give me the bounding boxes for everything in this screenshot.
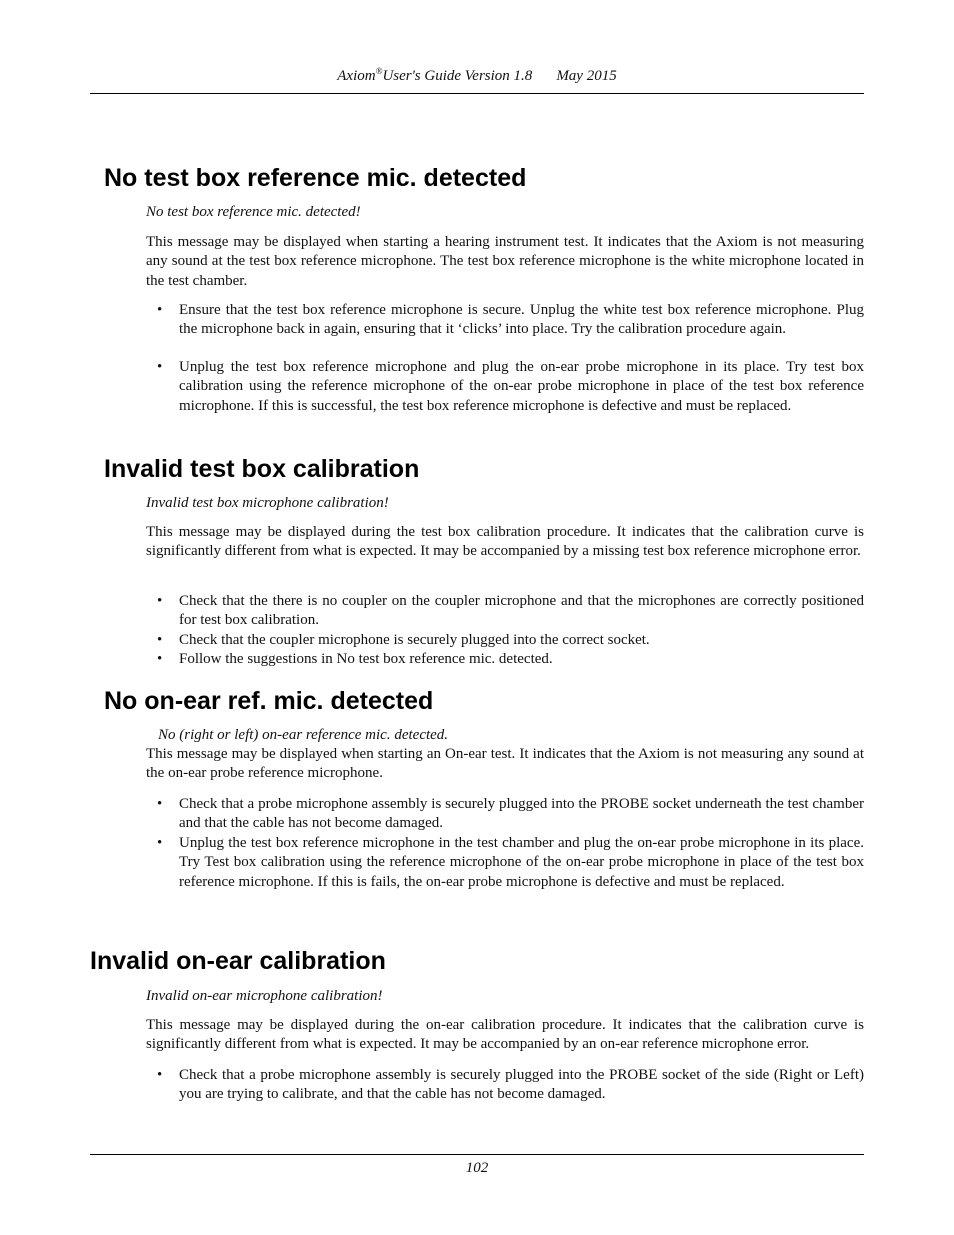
section-paragraph: This message may be displayed during the on-ear calibration procedure. It indicates that the calibration curve is significantly different from what is expected. It may be accompanied by an on-ear reference microphone error. — [146, 1017, 864, 1053]
bullet-list — [146, 795, 864, 892]
list-item-text: Check that the coupler microphone is securely plugged into the correct socket. — [179, 631, 650, 648]
list-item — [146, 650, 864, 669]
error-message-text: Invalid test box microphone calibration! — [146, 495, 389, 511]
list-item — [146, 358, 864, 416]
bullet-glyph: • — [157, 796, 163, 812]
bullet-glyph: • — [157, 593, 163, 609]
bullet-glyph: • — [157, 359, 163, 375]
registered-mark: ® — [375, 66, 383, 76]
list-item — [146, 834, 864, 892]
bullet-list — [146, 358, 864, 416]
bullet-glyph: • — [157, 834, 163, 851]
list-item — [146, 301, 864, 340]
bullet-list — [146, 592, 864, 670]
error-message-text: Invalid on-ear microphone calibration! — [146, 988, 383, 1004]
list-item — [146, 592, 864, 631]
list-item-text: Check that a probe microphone assembly is securely plugged into the PROBE socket of the side (Right or Left) you are trying to calibrate, and that the cable has not become damaged. — [179, 1067, 864, 1103]
page-number: 102 — [465, 1160, 489, 1176]
header-date: May 2015 — [556, 68, 617, 84]
bullet-glyph: • — [157, 302, 163, 318]
bullet-glyph: • — [157, 651, 163, 668]
section-heading: Invalid on-ear calibration — [90, 947, 386, 975]
list-item-text: Unplug the test box reference microphone in the test chamber and plug the on-ear probe microphone in its place. Try Test box calibration using the reference microphone of the on-ear probe microphone in place of the test box reference microphone. If this is fails, the on-ear probe microphone is defective and must be replaced. — [179, 834, 864, 890]
list-item-text: Check that the there is no coupler on the coupler microphone and that the microphones are correctly positioned for test box calibration. — [179, 593, 864, 629]
error-message-text: No (right or left) on-ear reference mic. detected. — [158, 727, 449, 743]
section-heading: No on-ear ref. mic. detected — [104, 687, 434, 715]
header-rule — [90, 93, 864, 94]
bullet-list — [146, 1066, 864, 1105]
header-guide-version: User's Guide Version 1.8 — [382, 68, 533, 84]
bullet-list — [146, 301, 864, 340]
list-item — [146, 795, 864, 834]
list-item-text: Ensure that the test box reference microphone is secure. Unplug the white test box reference microphone. Plug the microphone back in again, ensuring that it ‘clicks’ into place. Try the calibration procedure again. — [179, 302, 864, 338]
bullet-glyph: • — [157, 1067, 163, 1083]
section-paragraph: This message may be displayed during the test box calibration procedure. It indicates that the calibration curve is significantly different from what is expected. It may be accompanied by a missing test box reference microphone error. — [146, 524, 864, 560]
list-item — [146, 1066, 864, 1105]
list-item-text: Check that a probe microphone assembly is securely plugged into the PROBE socket underneath the test chamber and that the cable has not become damaged. — [179, 796, 864, 832]
error-message-text: No test box reference mic. detected! — [146, 204, 361, 220]
list-item-text: Unplug the test box reference microphone and plug the on-ear probe microphone in its place. Try test box calibration using the reference microphone of the on-ear probe microphone in place of the test box reference microphone. If this is successful, the test box reference microphone is defective and must be replaced. — [179, 359, 864, 414]
section-heading: Invalid test box calibration — [104, 455, 420, 483]
bullet-glyph: • — [157, 631, 163, 648]
running-header — [90, 66, 864, 86]
section-paragraph: This message may be displayed when starting an On-ear test. It indicates that the Axiom is not measuring any sound at the on-ear probe reference microphone. — [146, 746, 864, 782]
list-item — [146, 631, 864, 650]
footer-rule — [90, 1154, 864, 1155]
section-paragraph: This message may be displayed when starting a hearing instrument test. It indicates that the Axiom is not measuring any sound at the test box reference microphone. The test box reference microphone is the white microphone located in the test chamber. — [146, 234, 864, 289]
header-product: Axiom — [337, 68, 376, 84]
list-item-text: Follow the suggestions in No test box reference mic. detected. — [179, 651, 553, 668]
section-heading: No test box reference mic. detected — [104, 164, 527, 192]
